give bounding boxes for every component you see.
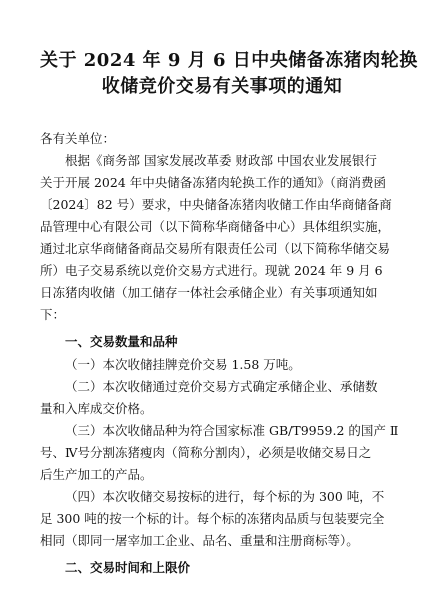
intro-line: 下：: [40, 307, 66, 322]
item-line: （一）本次收储挂牌竞价交易 1.58 万吨。: [65, 357, 301, 372]
item-paragraph-2: [40, 376, 404, 420]
item-line: 号、Ⅳ号分割冻猪瘦肉（简称分割肉），必须是收储交易日之: [40, 445, 372, 460]
item-line: （三）本次收储品种为符合国家标准 GB/T9959.2 的国产 Ⅱ: [65, 423, 399, 438]
item-line: 相同（即同一屠宰加工企业、品名、重量和注册商标等）。: [40, 533, 359, 548]
item-line: （二）本次收储通过竞价交易方式确定承储企业、承储数: [65, 379, 378, 394]
section-heading-1: 一、交易数量和品种: [65, 334, 178, 349]
document-title: [40, 48, 418, 100]
intro-line: 根据《商务部 国家发展改革委 财政部 中国农业发展银行: [65, 153, 377, 168]
addressee: 各有关单位：: [40, 131, 116, 146]
item-paragraph-4: [40, 486, 404, 552]
intro-line: 所）电子交易系统以竞价交易方式进行。现就 2024 年 9 月 6: [40, 263, 383, 278]
intro-paragraph: [40, 150, 404, 326]
item-paragraph-1: [40, 354, 404, 376]
title-line-2: 收储竞价交易有关事项的通知: [101, 76, 343, 97]
intro-line: 关于开展 2024 年中央储备冻猪肉轮换工作的通知》（商消费函: [40, 175, 387, 190]
item-line: 量和入库成交价格。: [40, 401, 153, 416]
item-line: 后生产加工的产品。: [40, 467, 153, 482]
section-heading-2: 二、交易时间和上限价: [65, 560, 191, 575]
intro-line: 〔2024〕82 号）要求，中央储备冻猪肉收储工作由华商储备商: [40, 197, 392, 212]
item-paragraph-3: [40, 420, 404, 486]
intro-line: 品管理中心有限公司（以下简称华商储备中心）具体组织实施，: [40, 219, 391, 234]
item-line: 足 300 吨的按一个标的计。每个标的冻猪肉品质与包装要完全: [40, 511, 385, 526]
item-line: （四）本次收储交易按标的进行，每个标的为 300 吨，不: [65, 489, 385, 504]
intro-line: 日冻猪肉收储（加工储存一体社会承储企业）有关事项通知如: [40, 285, 378, 300]
title-line-1: 关于 2024 年 9 月 6 日中央储备冻猪肉轮换: [40, 50, 418, 71]
intro-line: 通过北京华商储备商品交易所有限责任公司（以下简称华储交易: [40, 241, 391, 256]
